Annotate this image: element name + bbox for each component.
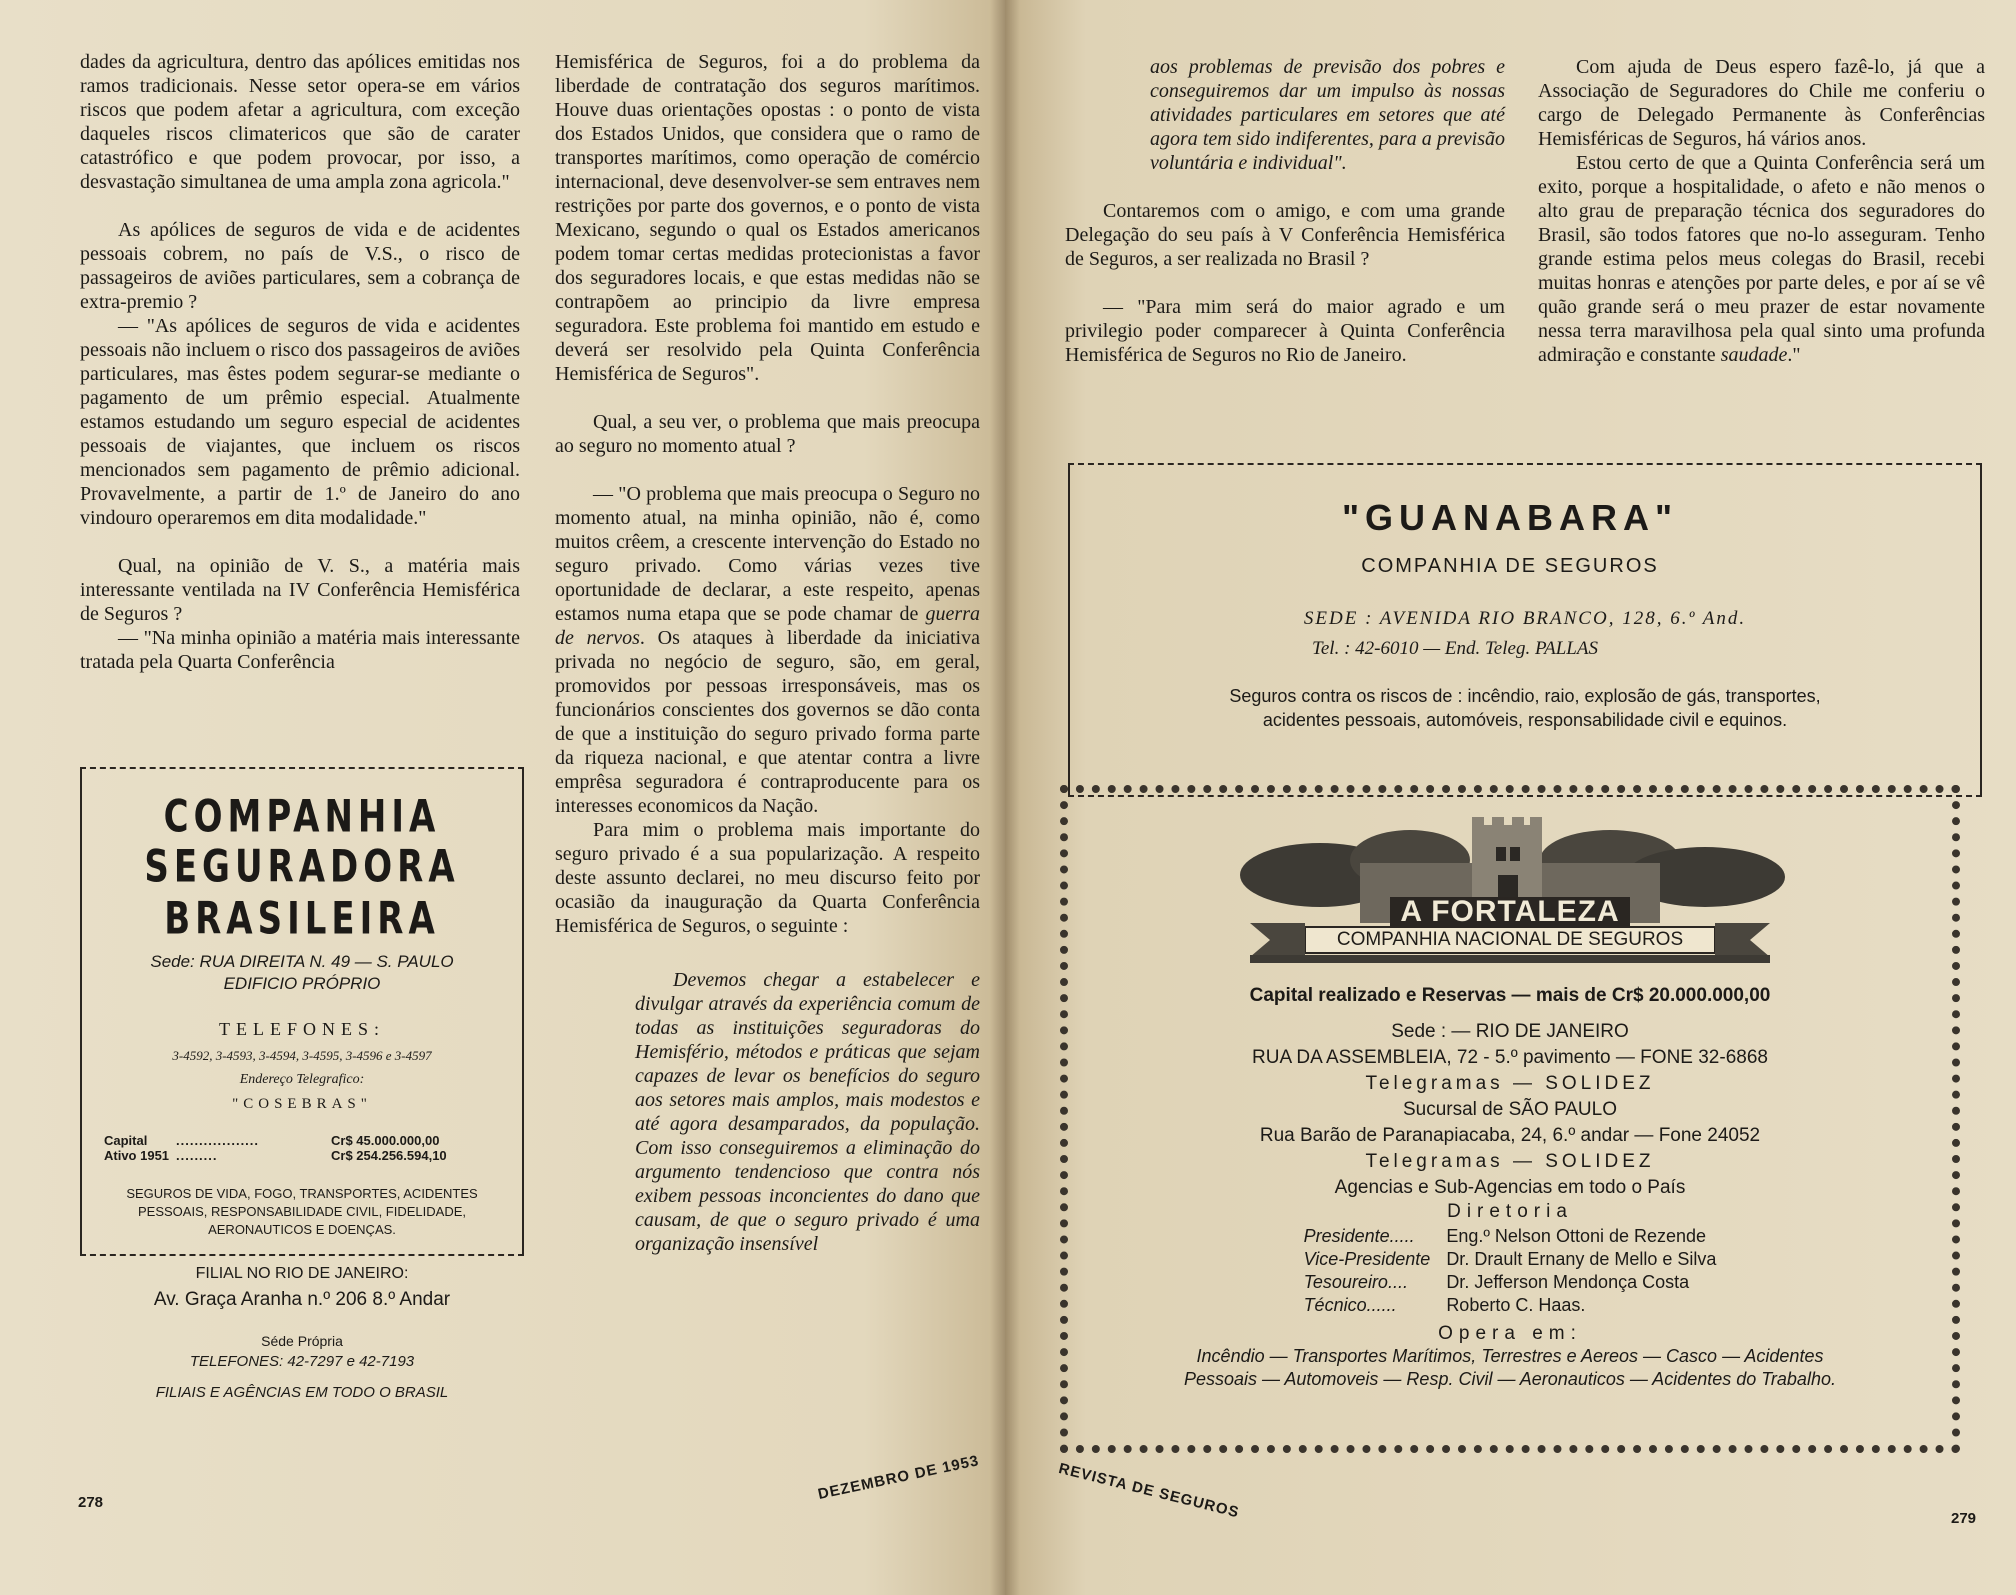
question: Contaremos com o amigo, e com uma grande Delegação do seu país à V Conferência Hemisférica de Seguros, a ser realizada no Brasil ? [1065,200,1505,270]
running-head-left: DEZEMBRO DE 1953 [816,1452,981,1503]
book-gutter [990,0,1020,1595]
paragraph: Hemisférica de Seguros, foi a do problema da liberdade de contratação dos seguros marítimos. Houve duas orientações opostas : o ponto de vista dos Estados Unidos, que considera que o ramo de transportes marítimos, como operação de comércio internacional, deve desenvolver-se sem entraves nem restrições por parte dos governos, e o ponto de vista Mexicano, segundo o qual os Estados americanos podem tomar certas medidas protecionistas a favor dos seguradores locais, e que estas medidas não se contrapõem ao principio da livre empresa seguradora. Este problema foi mantido em estudo e deverá ser resolvido pela Quinta Conferência Hemisférica de Seguros". [555,51,980,385]
left-column-2 [555,50,980,1280]
fortaleza-logo-subtitle: COMPANHIA NACIONAL DE SEGUROS [1336,929,1684,950]
answer: — "Na minha opinião a matéria mais interessante tratada pela Quarta Conferência [80,627,520,673]
right-column-1 [1065,55,1505,367]
fortaleza-address: RUA DA ASSEMBLEIA, 72 - 5.º pavimento — FONE 32-6868 [1252,1047,1768,1068]
diretoria-row: Tesoureiro.... Dr. Jefferson Mendonça Costa [1303,1272,1690,1292]
fortaleza-logo [1210,805,1810,975]
fortaleza-diretoria-heading: Diretoria [1447,1201,1573,1222]
left-page [0,0,1005,1595]
ad-filial-heading: FILIAL NO RIO DE JANEIRO: [195,1265,409,1282]
ad-companhia-seguradora-brasileira [80,767,524,1401]
fortaleza-telegramas-sp: Telegramas — SOLIDEZ [1365,1151,1655,1172]
italic-phrase: guerra de nervos [555,603,980,649]
paragraph: Estou certo de que a Quinta Conferência será um exito, porque a hospitalidade, o afeto e não menos o alto grau de preparação técnica dos seguradores do Brasil, são todos fatores que no-lo asseguram. Tenho grande estima pelos meus colegas do Brasil, recebi muitas honras e atenções por parte deles, e por aí se vê quão grande será o meu prazer de estar novamente nessa terra maravilhosa pela qual sinto uma profunda admiração e constante saudade." [1538,152,1985,366]
right-column-2 [1538,55,1985,367]
left-column-1 [80,50,520,674]
ad-sede-propria: Séde Própria [261,1333,343,1349]
answer: — "As apólices de seguros de vida e acidentes pessoais não incluem o risco dos passageiros de aviões particulares, mas êstes podem segurar-se mediante o pagamento de um prêmio especial. Atualmente estamos estudando um seguro especial de acidentes pessoais de viajantes, que incluem os riscos mencionados sem pagamento de prêmio adicional. Provavelmente, a partir de 1.º de Janeiro do ano vindouro operaremos em dita modalidade." [80,315,520,529]
ad-sede: Sede: RUA DIREITA N. 49 — S. PAULO EDIFICIO PRÓPRIO [150,952,454,993]
running-head-right: REVISTA DE SEGUROS [1056,1460,1242,1522]
ad-filial-address: Av. Graça Aranha n.º 206 8.º Andar [153,1289,451,1310]
diretoria-row: Presidente..... Eng.º Nelson Ottoni de Rezende [1303,1226,1707,1246]
ad-guanabara-subtitle: COMPANHIA DE SEGUROS [1361,555,1659,577]
fortaleza-sede: Sede : — RIO DE JANEIRO [1391,1021,1629,1042]
ad-company-name-line1: COMPANHIA [163,791,441,843]
ad-guanabara [1068,463,1982,797]
ad-endereco-label: Endereço Telegrafico: [239,1072,365,1087]
ad-filiais: FILIAIS E AGÊNCIAS EM TODO O BRASIL [155,1384,449,1401]
diretoria-row: Técnico...... Roberto C. Haas. [1303,1295,1586,1315]
fortaleza-diretoria-table [1296,1225,1725,1317]
ad-guanabara-ramos: Seguros contra os riscos de : incêndio, raio, explosão de gás, transportes, acidentes pessoais, automóveis, responsabilidade civil e equinos. [1229,686,1821,730]
ad-guanabara-name: "GUANABARA" [1341,497,1679,538]
fortaleza-opera-heading: Opera em: [1438,1323,1582,1344]
fortaleza-operations: Incêndio — Transportes Marítimos, Terrestres e Aereos — Casco — Acidentes Pessoais — Automoveis — Resp. Civil — Aeronauticos — Acidentes do Trabalho. [1184,1346,1836,1389]
question: Qual, na opinião de V. S., a matéria mais interessante ventilada na IV Conferência Hemisférica de Seguros ? [80,555,520,625]
question: As apólices de seguros de vida e de acidentes pessoais cobrem, no país de V.S., o risco de passageiros de aviões particulares, sem a cobrança de extra-premio ? [80,219,520,313]
ad-a-fortaleza [1060,785,1960,1453]
page-number-right: 279 [1951,1510,1977,1527]
ad-ramos: SEGUROS DE VIDA, FOGO, TRANSPORTES, ACIDENTES PESSOAIS, RESPONSABILIDADE CIVIL, FIDELIDADE, AERONAUTICOS E DOENÇAS. [126,1186,478,1237]
ad-guanabara-sede: SEDE : AVENIDA RIO BRANCO, 128, 6.º And. [1303,608,1747,629]
ad-sede-propria-telefones: TELEFONES: 42-7297 e 42-7193 [189,1353,415,1370]
paragraph: Com ajuda de Deus espero fazê-lo, já que a Associação de Seguradores do Chile me conferiu o cargo de Delegado Permanente às Conferências Hemisféricas de Seguros, há vários anos. [1538,56,1985,150]
page-number-left: 278 [78,1494,104,1511]
ad-guanabara-tel: Tel. : 42-6010 — End. Teleg. PALLAS [1312,638,1598,659]
quoted-speech-end: aos problemas de previsão dos pobres e conseguiremos dar um impulso às nossas atividades particulares em setores que até agora tem sido indiferentes, para a previsão voluntária e individual". [1150,56,1505,174]
fortaleza-telegramas: Telegramas — SOLIDEZ [1365,1073,1655,1094]
quoted-speech: Devemos chegar a estabelecer e divulgar através da experiência comum de todas as instituições seguradoras do Hemisfério, métodos e práticas que sejam capazes de levar os benefícios do seguro aos setores mais amplos, mais modestos e até agora desamparados, da população. Com isso conseguiremos a eliminação do argumento tendencioso que contra nós exibem pessoas inconcientes do dano que causam, de que o seguro privado é uma organização insensível [635,969,980,1255]
fortaleza-sp-address: Rua Barão de Paranapiacaba, 24, 6.º andar — Fone 24052 [1259,1125,1761,1146]
fortaleza-capital: Capital realizado e Reservas — mais de Cr$ 20.000.000,00 [1249,985,1771,1006]
fortaleza-agencias: Agencias e Sub-Agencias em todo o País [1334,1177,1686,1198]
ad-telefones-heading: TELEFONES: [219,1019,385,1039]
fortaleza-logo-name: A FORTALEZA [1400,895,1620,928]
ad-telefones: 3-4592, 3-4593, 3-4594, 3-4595, 3-4596 e 3-4597 [172,1048,432,1063]
paragraph: dades da agricultura, dentro das apólices emitidas nos ramos tradicionais. Nesse setor opera-se em vários riscos que podem afetar a agricultura, com exceção daqueles riscos climatericos que são de carater catastrófico e que podem provocar, por isso, a desvastação simultanea de uma ampla zona agricola." [80,51,520,193]
ad-company-name-line2: SEGURADORA BRASILEIRA [144,841,460,945]
answer: — "O problema que mais preocupa o Seguro no momento atual, na minha opinião, não é, como muitos crêem, a crescente intervenção do Estado no seguro privado. Como várias vezes tive oportunidade de declarar, a este respeito, apenas estamos numa etapa que se pode chamar de guerra de nervos. Os ataques à liberdade da iniciativa privada no negócio de seguro, são, em geral, promovidos por pessoas irresponsáveis, mas os funcionários conscientes dos governos se dão conta de que a instituição do seguro privado forma parte da riqueza nacional, e que atentar contra a livre emprêsa seguradora é contraproducente para os interesses economicos da Nação. [555,483,980,817]
fortaleza-sucursal: Sucursal de SÃO PAULO [1402,1099,1618,1120]
ad-telegraphic-code: "COSEBRAS" [232,1096,372,1112]
diretoria-row: Vice-Presidente Dr. Drault Ernany de Mello e Silva [1303,1249,1717,1269]
answer: — "Para mim será do maior agrado e um privilegio poder comparecer à Quinta Conferência Hemisférica de Seguros no Rio de Janeiro. [1065,296,1505,366]
paragraph: Para mim o problema mais importante do seguro privado é a sua popularização. A respeito deste assunto declarei, no meu discurso feito por ocasião da inauguração da Quarta Conferência Hemisférica de Seguros, o seguinte : [555,819,980,937]
ad-financials: Capital .................. Cr$ 45.000.000,00 Ativo 1951 ......... Cr$ 254.256.594,10 [104,1133,447,1163]
question: Qual, a seu ver, o problema que mais preocupa ao seguro no momento atual ? [555,411,980,457]
italic-word: saudade [1720,344,1788,366]
